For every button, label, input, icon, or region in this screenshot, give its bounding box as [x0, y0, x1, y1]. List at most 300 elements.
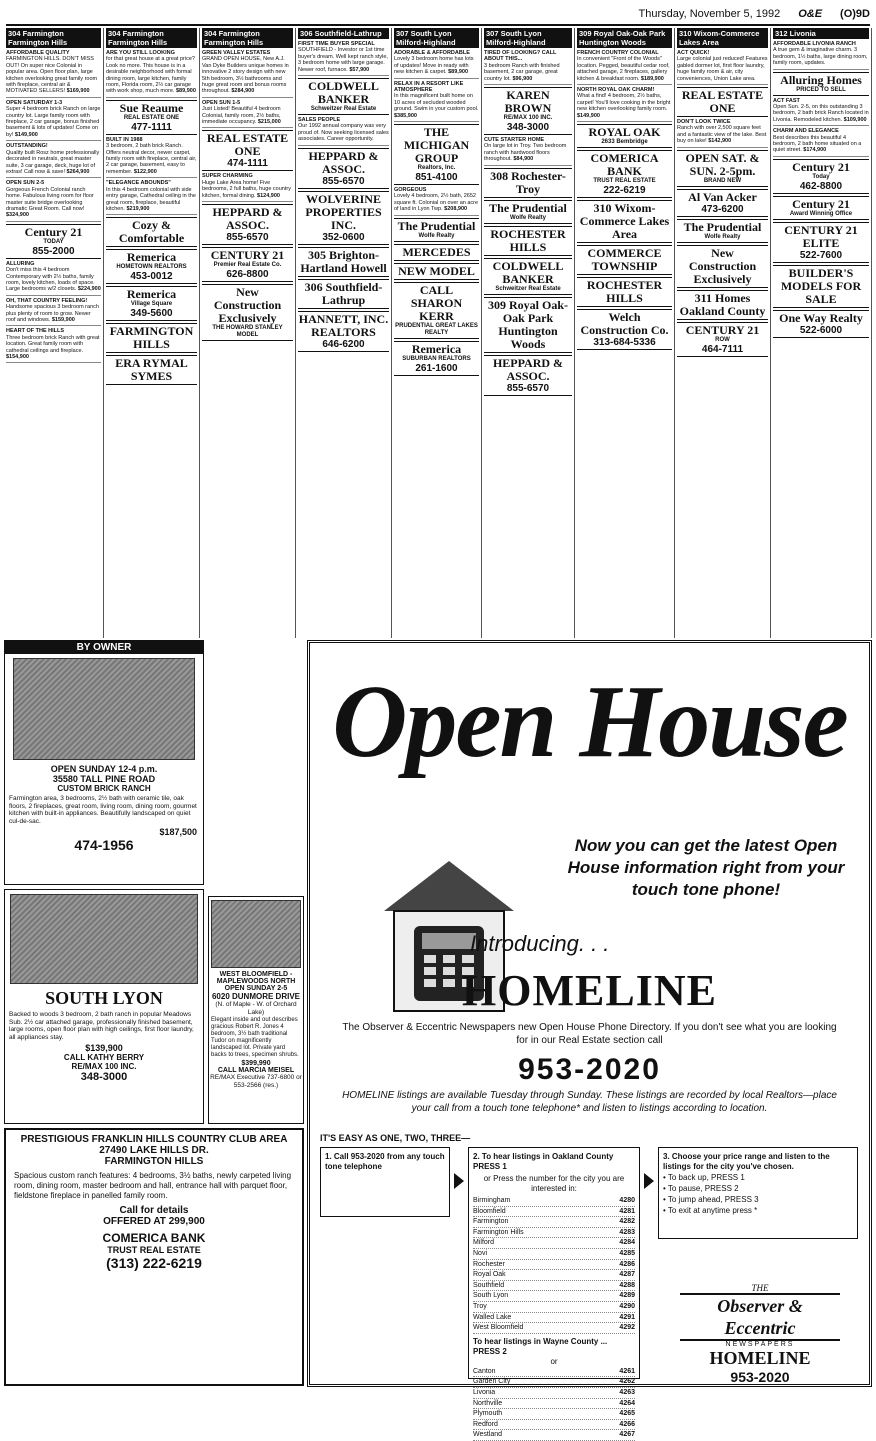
- broker-banner: [677, 150, 768, 187]
- listing-headline: HEART OF THE HILLS: [6, 328, 65, 335]
- broker-banner: [202, 284, 293, 341]
- classified-column: [104, 28, 200, 638]
- wb-firm: RE/MAX Executive 737-6800 or 553-2566 (res.): [210, 1074, 302, 1089]
- city-code: 4292: [619, 1324, 635, 1332]
- city-code-row: [473, 1249, 635, 1260]
- broker-subtitle: PRICED TO SELL: [796, 86, 846, 93]
- broker-banner: [106, 249, 197, 284]
- broker-name: KAREN BROWN: [504, 88, 552, 116]
- franklin-body: Spacious custom ranch features: 4 bedrooms, 3½ baths, newly carpeted living room, dining room, master bedroom and hall, entrance hall with parquet floor, fieldstone fireplace in panelled family room.: [14, 1171, 292, 1200]
- broker-name: BUILDER'S MODELS FOR SALE: [780, 265, 862, 306]
- broker-phone: 855-6570: [506, 382, 550, 394]
- broker-name: 306 Southfield-Lathrup: [304, 279, 383, 307]
- broker-banner: [484, 226, 572, 256]
- broker-name: COLDWELL BANKER: [492, 258, 564, 286]
- listing-headline: GORGEOUS: [394, 187, 427, 194]
- city-code-row: [473, 1196, 635, 1207]
- broker-name: ROYAL OAK: [588, 125, 661, 140]
- listing-price: $159,900: [51, 317, 75, 323]
- city-code: 4266: [619, 1420, 635, 1428]
- house-photo: [10, 894, 198, 984]
- broker-banner: [394, 282, 479, 339]
- by-owner-open: OPEN SUNDAY 12-4 p.m.: [50, 764, 158, 774]
- city-name: West Bloomfield: [473, 1324, 524, 1332]
- option-pause: • To pause, PRESS 2: [663, 1184, 739, 1193]
- broker-banner: [202, 204, 293, 245]
- listing-headline: TIRED OF LOOKING? CALL ABOUT THIS...: [484, 50, 557, 63]
- wb-price: $399,990: [241, 1060, 271, 1068]
- listing-body: FARMINGTON HILLS. DON'T MISS OUT! On super nice Colonial in popular area. Open floor plan, large kitchen overlooking great family room with fireplace, central air & MOTIVATED SELLERS!: [6, 56, 98, 95]
- broker-name: 305 Brighton-Hartland Howell: [300, 247, 387, 275]
- city-code: 4282: [619, 1218, 635, 1226]
- south-lyon-phone: 348-3000: [80, 1071, 128, 1084]
- wb-body: Elegant inside and out describes gracious Robert R. Jones 4 bedroom, 3½ bath traditional Tudor on magnificently landscaped lot. Private yard backs to trees, specimen shrubs.: [211, 1017, 299, 1059]
- city-code: 4290: [619, 1302, 635, 1310]
- city-code-row: [473, 1409, 635, 1420]
- broker-name: ERA RYMAL SYMES: [115, 356, 188, 384]
- listing-body: Don't miss this 4 bedroom Contemporary with 2½ baths, family room, lovely kitchen, loads of space. Large bedrooms w/2 closets.: [6, 267, 95, 293]
- broker-name: Century 21: [792, 196, 850, 211]
- broker-banner: [106, 100, 197, 135]
- broker-banner: [106, 355, 197, 385]
- broker-name: COMMERCE TOWNSHIP: [587, 246, 662, 274]
- city-code-row: [473, 1228, 635, 1239]
- broker-banner: [484, 258, 572, 295]
- broker-banner: [677, 245, 768, 288]
- broker-name: Remerica: [126, 250, 177, 265]
- broker-phone: 473-6200: [701, 203, 744, 215]
- listing-headline: GREEN VALLEY ESTATES: [202, 50, 271, 56]
- city-code-row: [473, 1291, 635, 1302]
- city-code: 4267: [619, 1431, 635, 1439]
- listing-body: Handsome spacious 3 bedroom ranch plus plenty of room to grow. Newer roof and windows.: [6, 304, 99, 323]
- city-code: 4262: [619, 1378, 635, 1386]
- broker-subtitle: ROW: [715, 336, 730, 343]
- listing-headline: AFFORDABLE LIVONIA RANCH: [773, 41, 856, 47]
- broker-subtitle: HOMETOWN REALTORS: [116, 264, 187, 271]
- broker-name: New Construction Exclusively: [213, 285, 282, 326]
- broker-banner: [677, 290, 768, 320]
- broker-name: Century 21: [24, 224, 83, 239]
- listing-headline: OUTSTANDING!: [6, 143, 48, 150]
- listing-headline: OH, THAT COUNTRY FEELING!: [6, 297, 88, 304]
- broker-subtitle: BRAND NEW: [703, 177, 742, 184]
- broker-subtitle: Award Winning Office: [789, 210, 853, 217]
- wb-open: OPEN SUNDAY 2-5: [224, 985, 288, 992]
- listing-headline: ACT QUICK!: [677, 50, 710, 56]
- south-lyon-agent: CALL KATHY BERRY: [63, 1053, 145, 1063]
- city-name: Westland: [473, 1431, 503, 1439]
- broker-phone: 477-1111: [131, 121, 172, 133]
- broker-banner: [773, 265, 869, 308]
- step-2-wayne: To hear listings in Wayne County ... PRESS 2: [473, 1336, 608, 1356]
- listing-body: In this magnificent built home on 10 acres of secluded wooded ground. Swim in your custom pool.: [394, 93, 479, 113]
- logo-the: THE: [751, 1283, 769, 1293]
- logo-name: Observer & Eccentric: [680, 1293, 840, 1341]
- broker-name: HEPPARD & ASSOC.: [308, 148, 379, 176]
- city-code: 4264: [619, 1399, 635, 1407]
- column-heading: 310 Wixom-Commerce Lakes Area: [677, 28, 768, 48]
- broker-phone: 855-6570: [322, 175, 365, 187]
- franklin-call: Call for details: [119, 1205, 189, 1216]
- city-code: 4286: [619, 1260, 635, 1268]
- broker-phone: 646-6200: [322, 338, 365, 350]
- broker-subtitle: Schweitzer Real Estate: [310, 106, 377, 113]
- south-lyon-title: SOUTH LYON: [45, 988, 163, 1008]
- house-photo: [211, 900, 301, 968]
- listing-body: Quality built Rosz home professionally decorated in neutrals, great master suite, 3 car garage, deck, huge lot of extras! Call now & save!: [6, 149, 100, 175]
- step-3-text: 3. Choose your price range and listen to the listings for the city you've chosen.: [663, 1152, 830, 1171]
- broker-banner: [577, 245, 672, 275]
- broker-banner: [298, 311, 389, 352]
- south-lyon-firm: RE/MAX 100 INC.: [71, 1062, 137, 1072]
- city-code-row: [473, 1260, 635, 1271]
- broker-banner: [298, 279, 389, 309]
- listing-ad: [394, 50, 479, 79]
- broker-banner: [394, 124, 479, 185]
- homeline-availability: HOMELINE listings are available Tuesday through Sunday. These listings are recorded by local Realtors—place your call from a touch tone telephone* and listen to listings according to location.: [342, 1090, 837, 1114]
- listing-ad: [6, 100, 101, 141]
- wb-address: 6020 DUNMORE DRIVE: [211, 992, 301, 1001]
- listing-ad: [202, 100, 293, 129]
- broker-banner: [484, 297, 572, 353]
- listing-body: Lovely 4 bedroom, 2½ bath, 2652 square ft. Colonial on over an acre of land in Lyon Twp.: [394, 193, 479, 213]
- franklin-city: FARMINGTON HILLS: [104, 1156, 204, 1167]
- broker-name: Cozy & Comfortable: [118, 218, 185, 246]
- broker-name: HEPPARD & ASSOC.: [492, 355, 564, 383]
- listing-headline: OPEN SUN 2-5: [6, 180, 45, 187]
- issue-date: Thursday, November 5, 1992: [638, 8, 781, 20]
- broker-name: 309 Royal Oak-Oak Park Huntington Woods: [487, 297, 568, 351]
- city-code: 4281: [619, 1207, 635, 1215]
- listing-ad: [202, 173, 293, 202]
- oakland-code-list: [473, 1196, 635, 1334]
- broker-subtitle: REAL ESTATE ONE: [123, 114, 180, 121]
- listing-headline: CUTE STARTER HOME: [484, 137, 545, 144]
- city-name: Farmington Hills: [473, 1228, 524, 1236]
- listing-price: $96,900: [512, 75, 533, 82]
- step-1-text: 1. Call 953-2020 from any touch tone telephone: [325, 1152, 445, 1171]
- listing-headline: DON'T LOOK TWICE: [677, 119, 731, 126]
- broker-banner: [484, 355, 572, 396]
- column-heading: 306 Southfield-Lathrup: [298, 28, 389, 39]
- broker-name: REAL ESTATE ONE: [206, 131, 289, 159]
- city-name: Southfield: [473, 1281, 505, 1289]
- broker-name: COMERICA BANK: [590, 151, 659, 179]
- broker-banner: [773, 159, 869, 194]
- broker-banner: [484, 168, 572, 198]
- listing-body: In convenient "Front of the Woods" location. Pegged, beautiful cedar roof, attached garage, 2 fireplaces, gallery kitchen & breakfast room.: [577, 56, 670, 82]
- broker-name: NEW MODEL: [398, 263, 475, 278]
- listing-ad: [6, 261, 101, 296]
- broker-name: HEPPARD & ASSOC.: [212, 205, 283, 233]
- broker-subtitle: Wolfe Realty: [704, 233, 741, 240]
- wb-agent: CALL MARCIA MEISEL: [217, 1067, 295, 1075]
- city-code-row: [473, 1313, 635, 1324]
- column-heading: 304 Farmington Farmington Hills: [6, 28, 101, 48]
- broker-subtitle: Schweitzer Real Estate: [495, 285, 561, 292]
- broker-name: WOLVERINE PROPERTIES INC.: [305, 191, 382, 232]
- broker-name: HANNETT, INC. REALTORS: [298, 311, 389, 339]
- column-heading: 309 Royal Oak-Oak Park Huntington Woods: [577, 28, 672, 48]
- city-code-row: [473, 1207, 635, 1218]
- broker-phone: 462-8800: [799, 180, 843, 192]
- listing-body: Best describes this beautiful 4 bedroom, 2 bath home situated on a quiet street.: [773, 134, 862, 154]
- listing-ad: [298, 117, 389, 146]
- broker-banner: [298, 78, 389, 115]
- franklin-address: 27490 LAKE HILLS DR.: [99, 1145, 209, 1156]
- column-heading: 307 South Lyon Milford-Highland: [484, 28, 572, 48]
- city-code-row: [473, 1420, 635, 1431]
- listing-ad: [773, 41, 869, 70]
- listing-body: What a find! 4 bedroom, 2½ baths, carpet! You'll love cooking in the bright new kitchen overlooking family room.: [577, 93, 671, 113]
- listing-body: On large lot in Troy. Two bedroom ranch with hardwood floors throughout.: [484, 143, 567, 163]
- column-heading: 304 Farmington Farmington Hills: [106, 28, 197, 48]
- city-name: Walled Lake: [473, 1313, 512, 1321]
- broker-phone: 349-5600: [130, 308, 173, 320]
- listing-ad: [773, 128, 869, 157]
- listing-price: $219,900: [126, 205, 150, 212]
- listing-headline: SUPER CHARMING: [202, 173, 253, 180]
- page-number: (O)9D: [840, 8, 870, 20]
- step-2-or: or Press the number for the city you are interested in:: [483, 1174, 625, 1193]
- city-name: Bloomfield: [473, 1207, 506, 1215]
- listing-price: $154,900: [6, 354, 29, 361]
- listing-price: $224,900: [77, 286, 101, 293]
- listing-ad: [6, 50, 101, 98]
- by-owner-subtitle: CUSTOM BRICK RANCH: [57, 784, 151, 793]
- option-exit: • To exit at anytime press *: [663, 1206, 758, 1215]
- listing-body: SOUTHFIELD - Investor or 1st time buyer's dream. Well kept ranch style, 3 bedroom home with large garage. Newer roof, furnace.: [298, 47, 388, 73]
- broker-banner: [677, 87, 768, 117]
- broker-subtitle: PRUDENTIAL GREAT LAKES REALTY: [395, 322, 478, 336]
- listing-ad: [202, 50, 293, 98]
- city-code-row: [473, 1377, 635, 1388]
- broker-name: The Prudential: [397, 218, 476, 233]
- city-code: 4285: [619, 1249, 635, 1257]
- city-code-row: [473, 1323, 635, 1334]
- broker-phone: 313-684-5336: [593, 337, 656, 349]
- listing-body: A true gem & imaginative charm. 3 bedroom, 1½ baths, large dining room, family room, updates.: [773, 47, 868, 67]
- broker-banner: [298, 247, 389, 277]
- easy-steps-heading: IT'S EASY AS ONE, TWO, THREE—: [320, 1133, 471, 1143]
- broker-name: REAL ESTATE ONE: [681, 88, 764, 116]
- broker-banner: [394, 218, 479, 242]
- south-lyon-body: Backed to woods 3 bedroom, 2 bath ranch in popular Meadows Sub. 2½ car attached garage, professionally finished basement, large rooms, open floor plan with high ceilings, first floor laundry, all appliances stay.: [9, 1011, 194, 1041]
- city-name: Novi: [473, 1249, 488, 1257]
- step-1: [320, 1147, 450, 1217]
- broker-name: OPEN SAT. & SUN. 2-5pm.: [685, 150, 760, 178]
- page-header: [6, 4, 870, 26]
- broker-name: 310 Wixom-Commerce Lakes Area: [579, 201, 670, 242]
- listing-price: $149,900: [577, 112, 600, 119]
- column-heading: 307 South Lyon Milford-Highland: [394, 28, 479, 48]
- franklin-bank: COMERICA BANK: [102, 1231, 206, 1245]
- listing-body: Gorgeous French Colonial ranch home. Fabulous living room for floor master suite bridge overlooking dramatic Great Room. Call now!: [6, 186, 94, 212]
- listing-headline: ACT FAST: [773, 97, 800, 104]
- west-bloomfield-ad: [208, 896, 304, 1124]
- listing-price: $385,900: [394, 112, 417, 119]
- paper-name: O&E: [798, 8, 823, 20]
- broker-name: CALL SHARON KERR: [410, 282, 463, 323]
- city-code-row: [473, 1430, 635, 1441]
- city-name: South Lyon: [473, 1292, 509, 1300]
- broker-phone: 626-8800: [226, 269, 269, 281]
- broker-banner: [677, 322, 768, 357]
- homeline-brand: HOMELINE: [462, 966, 717, 1015]
- city-name: Redford: [473, 1420, 498, 1428]
- broker-phone: 522-6000: [799, 324, 843, 336]
- logo-homeline: HOMELINE: [709, 1348, 811, 1368]
- broker-phone: 348-3000: [506, 122, 550, 134]
- broker-banner: [677, 189, 768, 217]
- listing-headline: FRENCH COUNTRY COLONIAL: [577, 50, 659, 56]
- broker-banner: [106, 217, 197, 247]
- step-2-wayne-or: or: [550, 1356, 558, 1366]
- listing-body: Lovely 3 bedroom home has lots of updates! Move in ready with new kitchen & carpet.: [394, 56, 474, 76]
- city-code-row: [473, 1388, 635, 1399]
- city-code: 4291: [619, 1313, 635, 1321]
- listing-body: Super 4 bedroom brick Ranch on large country lot. Large family room with fireplace, 2 car garage, bonus finished basement & lots of updates! Come on by!: [6, 106, 101, 138]
- listing-price: $174,900: [803, 147, 827, 154]
- city-name: Canton: [473, 1367, 496, 1375]
- broker-subtitle: Realtors, Inc.: [417, 165, 456, 172]
- broker-phone: 222-6219: [603, 185, 646, 197]
- city-code-row: [473, 1399, 635, 1410]
- listing-ad: [6, 328, 101, 363]
- classified-columns: [4, 28, 872, 638]
- listing-headline: OPEN SATURDAY 1-3: [6, 99, 63, 106]
- broker-phone: 464-7111: [701, 343, 744, 355]
- classified-column: [392, 28, 482, 638]
- broker-name: ROCHESTER HILLS: [490, 226, 566, 254]
- broker-name: Remerica: [126, 287, 177, 302]
- step-2-oakland: 2. To hear listings in Oakland County PRESS 1: [473, 1152, 614, 1171]
- broker-name: CENTURY 21: [685, 322, 760, 337]
- broker-subtitle: Wolfe Realty: [510, 214, 546, 221]
- broker-subtitle: Wolfe Realty: [418, 232, 455, 239]
- broker-name: CENTURY 21: [210, 248, 285, 263]
- broker-banner: [484, 87, 572, 135]
- listing-price: $264,900: [66, 168, 90, 175]
- listing-body: GRAND OPEN HOUSE, New A.J. Van Dyke Builders unique homes in innovative 2 story design with new 5th bedroom, 3½ bathrooms and huge great room and bonus rooms throughout.: [202, 56, 289, 95]
- listing-price: $324,900: [6, 212, 29, 219]
- broker-banner: [773, 72, 869, 96]
- broker-banner: [298, 148, 389, 189]
- listing-body: Three bedroom brick Ranch with great location. Great family room with cathedral ceilings and fireplace.: [6, 334, 100, 354]
- broker-banner: [106, 286, 197, 321]
- open-house-tagline: Now you can get the latest Open House information right from your touch tone phone!: [567, 836, 845, 899]
- south-lyon-ad: [4, 889, 204, 1124]
- listing-ad: [484, 137, 572, 166]
- franklin-hills-ad: [4, 1128, 304, 1386]
- open-house-description: The Observer & Eccentric Newspapers new Open House Phone Directory. If you don't see what you are looking for in our Real Estate section call: [342, 1022, 837, 1046]
- franklin-title: PRESTIGIOUS FRANKLIN HILLS COUNTRY CLUB AREA: [20, 1134, 288, 1145]
- broker-name: New Construction Exclusively: [688, 245, 757, 286]
- listing-price: $109,900: [843, 116, 867, 123]
- by-owner-ad: [4, 640, 204, 885]
- listing-ad: [773, 98, 869, 127]
- option-jump: • To jump ahead, PRESS 3: [663, 1195, 759, 1204]
- broker-name: FARMINGTON HILLS: [109, 324, 194, 352]
- listing-body: Open Sun. 2-5, on this outstanding 3 bedroom, 2 bath brick Ranch located in Livonia. Remodeled kitchen.: [773, 104, 869, 123]
- option-back: • To back up, PRESS 1: [663, 1173, 745, 1182]
- listing-headline: ARE YOU STILL LOOKING: [106, 50, 175, 56]
- listing-body: 3 bedroom, 2 bath brick Ranch. Offers neutral decor, newer carpet, family room with fireplace, central air, 2 car garage, basement, easy to remember.: [106, 143, 197, 175]
- city-code: 4283: [619, 1228, 635, 1236]
- arrow-icon: [644, 1173, 654, 1189]
- city-code-row: [473, 1367, 635, 1378]
- broker-banner: [577, 277, 672, 307]
- city-code: 4288: [619, 1281, 635, 1289]
- by-owner-price: $187,500: [159, 827, 197, 838]
- by-owner-title: BY OWNER: [5, 641, 203, 654]
- broker-subtitle: TRUST REAL ESTATE: [593, 178, 656, 185]
- listing-ad: [577, 50, 672, 85]
- wayne-code-list: [473, 1367, 635, 1441]
- broker-banner: [577, 150, 672, 198]
- listing-headline: FIRST TIME BUYER SPECIAL: [298, 41, 375, 47]
- city-name: Troy: [473, 1302, 487, 1310]
- listing-body: for that great house at a great price? Look no more. This house is in a desirable neighborhood with formal dining room, large kitchen, family room, Florida room, 2½ car garage with work shop, much more.: [106, 56, 195, 95]
- listing-price: $122,900: [133, 168, 157, 175]
- south-lyon-price: $139,900: [85, 1043, 123, 1054]
- listing-ad: [6, 180, 101, 221]
- broker-banner: [394, 341, 479, 376]
- listing-price: $169,900: [66, 88, 90, 95]
- city-name: Royal Oak: [473, 1271, 506, 1279]
- listing-headline: "ELEGANCE ABOUNDS": [106, 180, 171, 187]
- listing-ad: [106, 180, 197, 215]
- broker-phone: 261-1600: [415, 362, 458, 374]
- broker-banner: [202, 130, 293, 171]
- listing-price: $189,900: [640, 75, 664, 82]
- arrow-icon: [454, 1173, 464, 1189]
- city-code-row: [473, 1238, 635, 1249]
- column-heading: 304 Farmington Farmington Hills: [202, 28, 293, 48]
- broker-phone: 453-0012: [130, 271, 173, 283]
- listing-price: $124,900: [257, 192, 280, 199]
- listing-ad: [677, 119, 768, 148]
- house-photo: [13, 658, 195, 760]
- listing-ad: [577, 87, 672, 122]
- listing-ad: [6, 143, 101, 178]
- city-code: 4265: [619, 1410, 635, 1418]
- listing-headline: SALES PEOPLE: [298, 117, 341, 124]
- open-house-promo: [307, 640, 872, 1439]
- broker-banner: [773, 222, 869, 263]
- classified-column: [482, 28, 575, 638]
- step-3: [658, 1147, 858, 1239]
- city-name: Northville: [473, 1399, 503, 1407]
- broker-banner: [577, 309, 672, 350]
- broker-name: The Prudential: [683, 219, 762, 234]
- broker-name: MERCEDES: [402, 244, 471, 259]
- listing-price: $89,900: [448, 69, 469, 76]
- broker-phone: 851-4100: [415, 172, 458, 184]
- listing-ad: [6, 298, 101, 327]
- broker-name: CENTURY 21 ELITE: [784, 222, 858, 250]
- listing-headline: ADORABLE & AFFORDABLE: [394, 50, 470, 56]
- listing-body: Ranch with over 2,500 square feet and a fantastic view of the lake. Best buy on lake!: [677, 125, 767, 145]
- observer-eccentric-logo: [680, 1283, 840, 1385]
- broker-name: 308 Rochester-Troy: [490, 168, 566, 196]
- city-code: 4284: [619, 1239, 635, 1247]
- by-owner-address: 35580 TALL PINE ROAD: [52, 774, 156, 784]
- city-code-row: [473, 1270, 635, 1281]
- city-name: Plymouth: [473, 1410, 503, 1418]
- city-code: 4261: [619, 1367, 635, 1375]
